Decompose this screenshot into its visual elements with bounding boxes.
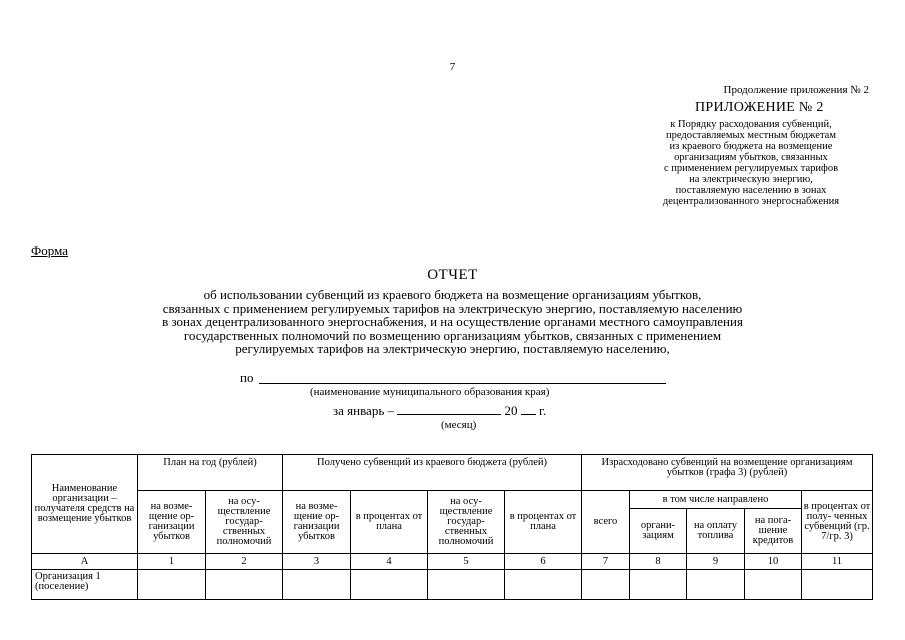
column-number: 2 xyxy=(206,554,283,570)
column-number: 8 xyxy=(630,554,687,570)
appendix-title: ПРИЛОЖЕНИЕ № 2 xyxy=(695,100,824,115)
appendix-description xyxy=(631,119,871,207)
column-number-row xyxy=(32,554,873,570)
column-number: 4 xyxy=(351,554,428,570)
column-number: 11 xyxy=(802,554,873,570)
column-number: 9 xyxy=(687,554,745,570)
year-field[interactable] xyxy=(521,403,536,415)
period-prefix: за январь – xyxy=(333,403,395,418)
municipality-field[interactable] xyxy=(259,383,666,384)
appendix-line: из краевого бюджета на возмещение xyxy=(669,141,833,152)
header-plan: План на год (рублей) xyxy=(138,455,283,491)
header-recv-loss: на возме- щение ор- ганизации убытков xyxy=(283,491,351,554)
data-cell[interactable] xyxy=(351,570,428,600)
data-cell[interactable] xyxy=(687,570,745,600)
continuation-note: Продолжение приложения № 2 xyxy=(723,84,869,96)
header-received: Получено субвенций из краевого бюджета (рублей) xyxy=(283,455,582,491)
subtitle-line: в зонах децентрализованного энергоснабжения, и на осуществление органами местного самоуправления xyxy=(162,314,743,329)
data-cell[interactable] xyxy=(802,570,873,600)
header-percent-of: в процентах от полу- ченных субвенций (гр. 7/гр. 3) xyxy=(802,491,873,554)
header-total: всего xyxy=(582,491,630,554)
table-row xyxy=(32,570,873,600)
org-name-cell: Организация 1 (поселение) xyxy=(32,570,138,600)
page-number: 7 xyxy=(449,61,456,73)
appendix-line: с применением регулируемых тарифов xyxy=(663,163,839,174)
subtitle-line: связанных с применением регулируемых тарифов на электрическую энергию, поставляемую населению xyxy=(162,300,743,316)
report-subtitle xyxy=(90,288,815,356)
header-plan-loss: на возме- щение ор- ганизации убытков xyxy=(138,491,206,554)
appendix-line: поставляемую населению в зонах xyxy=(675,185,827,196)
column-number: 1 xyxy=(138,554,206,570)
appendix-line: на электрическую энергию, xyxy=(689,174,813,185)
header-fuel: на оплату топлива xyxy=(687,509,745,554)
data-cell[interactable] xyxy=(206,570,283,600)
header-org: органи- зациям xyxy=(630,509,687,554)
period-caption: (месяц) xyxy=(441,419,477,431)
data-cell[interactable] xyxy=(582,570,630,600)
table-header-row xyxy=(32,491,873,509)
column-number: 10 xyxy=(745,554,802,570)
header-org-name: Наименование организации – получателя средств на возмещение убытков xyxy=(32,455,138,554)
column-number: 3 xyxy=(283,554,351,570)
column-number: 5 xyxy=(428,554,505,570)
column-number: 7 xyxy=(582,554,630,570)
data-cell[interactable] xyxy=(428,570,505,600)
table-header-row xyxy=(32,455,873,491)
data-cell[interactable] xyxy=(505,570,582,600)
data-cell[interactable] xyxy=(745,570,802,600)
data-cell[interactable] xyxy=(630,570,687,600)
appendix-line: к Порядку расходования субвенций, xyxy=(670,119,832,130)
municipality-caption: (наименование муниципального образования края) xyxy=(310,386,550,398)
header-plan-state: на осу- ществление государ- ственных полномочий xyxy=(206,491,283,554)
header-recv-pct1: в процентах от плана xyxy=(351,491,428,554)
form-label: Форма xyxy=(31,243,68,258)
subtitle-line: государственных полномочий по возмещению организациям убытков, связанных с применением xyxy=(183,327,722,343)
column-number: А xyxy=(32,554,138,570)
month-field[interactable] xyxy=(397,403,501,415)
appendix-line: организациям убытков, связанных xyxy=(674,152,828,163)
period-line xyxy=(333,403,546,419)
header-credit: на пога- шение кредитов xyxy=(745,509,802,554)
column-number: 6 xyxy=(505,554,582,570)
data-cell[interactable] xyxy=(283,570,351,600)
data-cell[interactable] xyxy=(138,570,206,600)
header-including: в том числе направлено xyxy=(630,491,802,509)
header-recv-pct2: в процентах от плана xyxy=(505,491,582,554)
appendix-line: децентрализованного энергоснабжения xyxy=(662,196,840,207)
appendix-line: предоставляемых местным бюджетам xyxy=(666,130,836,141)
period-year: 20 xyxy=(504,403,518,418)
subtitle-line: регулируемых тарифов на электрическую энергию, поставляемую населению, xyxy=(235,341,670,356)
municipality-prefix: по xyxy=(240,370,254,385)
report-table xyxy=(31,454,873,600)
subtitle-line: об использовании субвенций из краевого бюджета на возмещение организациям убытков, xyxy=(203,287,702,302)
header-spent: Израсходовано субвенций на возмещение организациям убытков (графа 3) (рублей) xyxy=(582,455,873,491)
header-recv-state: на осу- ществление государ- ственных полномочий xyxy=(428,491,505,554)
period-suffix: г. xyxy=(539,403,547,418)
report-title: ОТЧЕТ xyxy=(427,267,478,283)
